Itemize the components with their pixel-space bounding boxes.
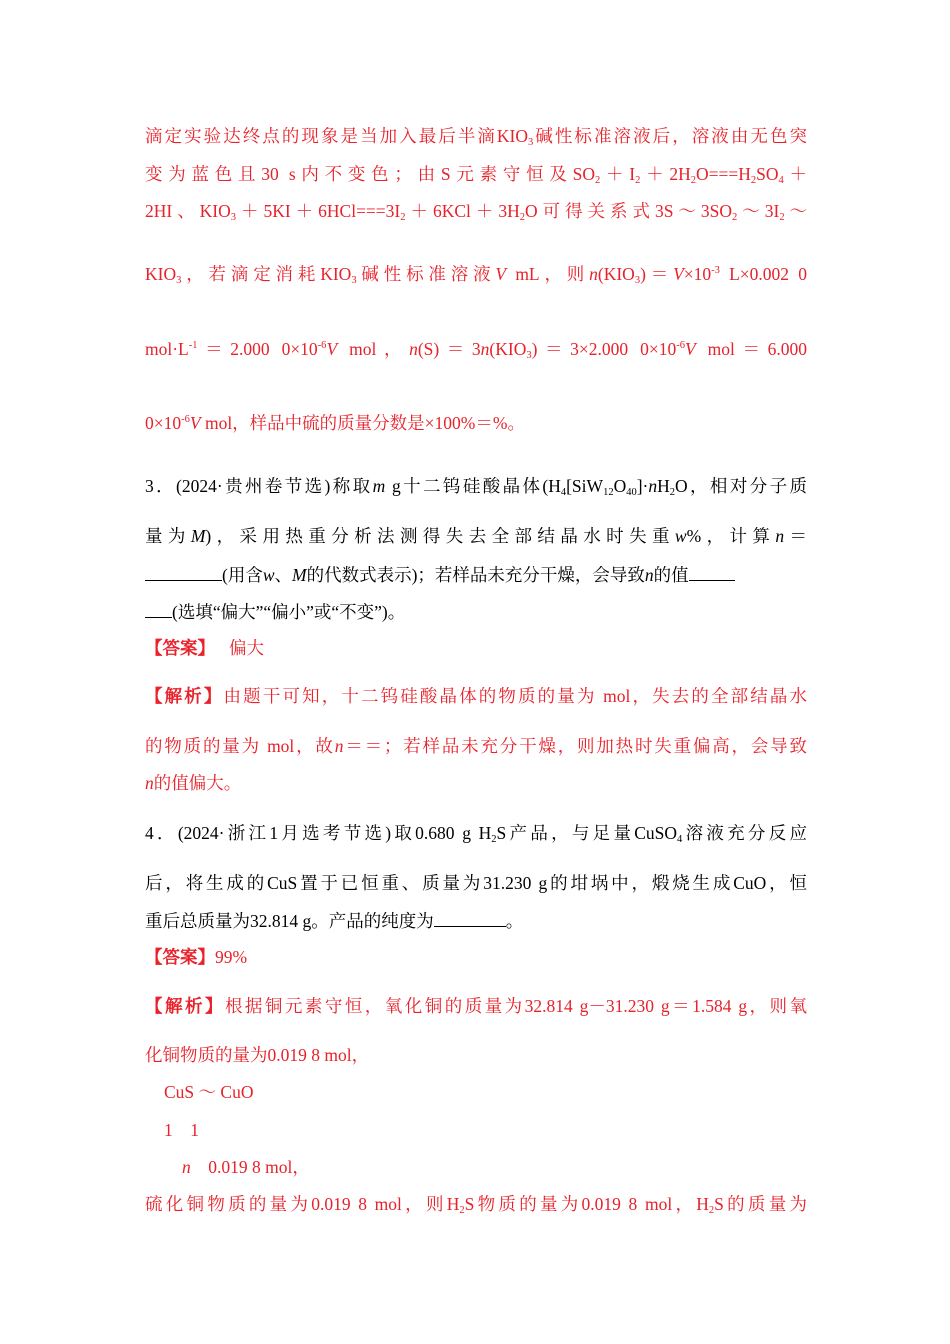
question-3-line: (选填“偏大”“偏小”或“不变”)。 xyxy=(145,599,807,624)
answer-text: 99% xyxy=(215,947,248,967)
blank-line xyxy=(434,908,506,927)
answer-tag: 【答案】 xyxy=(145,638,215,658)
question-3-line: 3．(2024·贵州卷节选)称取m g十二钨硅酸晶体($H_4[SiW_{12}O_{40}]\cdot nH_2O$，相对分子质 xyxy=(145,476,808,498)
question-4-line: 后，将生成的CuS置于已恒重、质量为31.230 g的坩埚中，煅烧生成CuO，恒 xyxy=(145,873,807,893)
answer-tag: 【答案】 xyxy=(145,947,215,967)
answer-text: 偏大 xyxy=(229,638,264,658)
blank-line xyxy=(145,562,222,581)
analysis-tag: 【解析】 xyxy=(145,686,224,706)
equation-amount-row: n 0.019 8 mol， xyxy=(182,1157,310,1177)
blank-line xyxy=(145,599,172,618)
question-4-line: 4．(2024·浙江1月选考节选)取0.680 g $H_2S$产品，与足量CuSO$_4$溶液充分反应 xyxy=(145,823,808,845)
analysis-tag: 【解析】 xyxy=(145,996,225,1016)
analysis-line: 【解析】根据铜元素守恒，氧化铜的质量为32.814 g－31.230 g＝1.584 g，则氧 xyxy=(145,996,808,1016)
analysis-line: 化铜物质的量为0.019 8 mol， xyxy=(145,1045,370,1065)
equation-row: CuS ～ CuO xyxy=(164,1082,254,1102)
answer-row xyxy=(145,636,807,660)
question-4-line: 重后总质量为32.814 g。产品的纯度为 。 xyxy=(145,908,807,933)
analysis-line: 【解析】由题干可知，十二钨硅酸晶体的物质的量为 mol，失去的全部结晶水 xyxy=(145,686,808,706)
question-3-line: (用含w、M的代数式表示)；若样品未充分干燥，会导致n的值 xyxy=(145,562,807,587)
analysis-line: n的值偏大。 xyxy=(145,773,242,793)
equation-ratio-row: 1 1 xyxy=(164,1120,199,1140)
analysis-line: 的物质的量为 mol，故n＝＝；若样品未充分干燥，则加热时失重偏高，会导致 xyxy=(145,736,807,756)
analysis-line: $0\times 10^{-6}V$ mol，样品中硫的质量分数是×100%＝%。 xyxy=(145,413,525,433)
analysis-line: 硫化铜物质的量为0.019 8 mol，则$H_2S$物质的量为0.019 8 mol，$H_2S$的质量为 xyxy=(145,1194,807,1216)
answer-row xyxy=(145,945,807,969)
analysis-line: 滴定实验达终点的现象是当加入最后半滴$KIO_3$碱性标准溶液后，溶液由无色突 xyxy=(145,126,807,148)
analysis-line: $KIO_3$，若滴定消耗$KIO_3$碱性标准溶液V mL，则$n(KIO_3)=V\times 10^{-3}$ L×0.002 0 xyxy=(145,264,807,286)
analysis-line: $mol\cdot L^{-1}=2.000$ $0\times 10^{-6}V$ mol，$n(S)=3n(KIO_3)=3\times 2.000$ $0\times 10^{-6}V$ mol＝6.000 xyxy=(145,339,807,361)
analysis-line: 变为蓝色且30 s内不变色；由S元素守恒及$SO_2+I_2+2H_2O===H_2SO_4+$ xyxy=(145,164,807,186)
blank-line xyxy=(689,562,735,581)
analysis-line: 2HI、$KIO_3+5KI+6HCl===3I_2+6KCl+3H_2O$可得关系式$3S\sim 3SO_2\sim 3I_2\sim$ xyxy=(145,201,808,223)
question-3-line: 量为M)，采用热重分析法测得失去全部结晶水时失重w%，计算n＝ xyxy=(145,526,808,546)
